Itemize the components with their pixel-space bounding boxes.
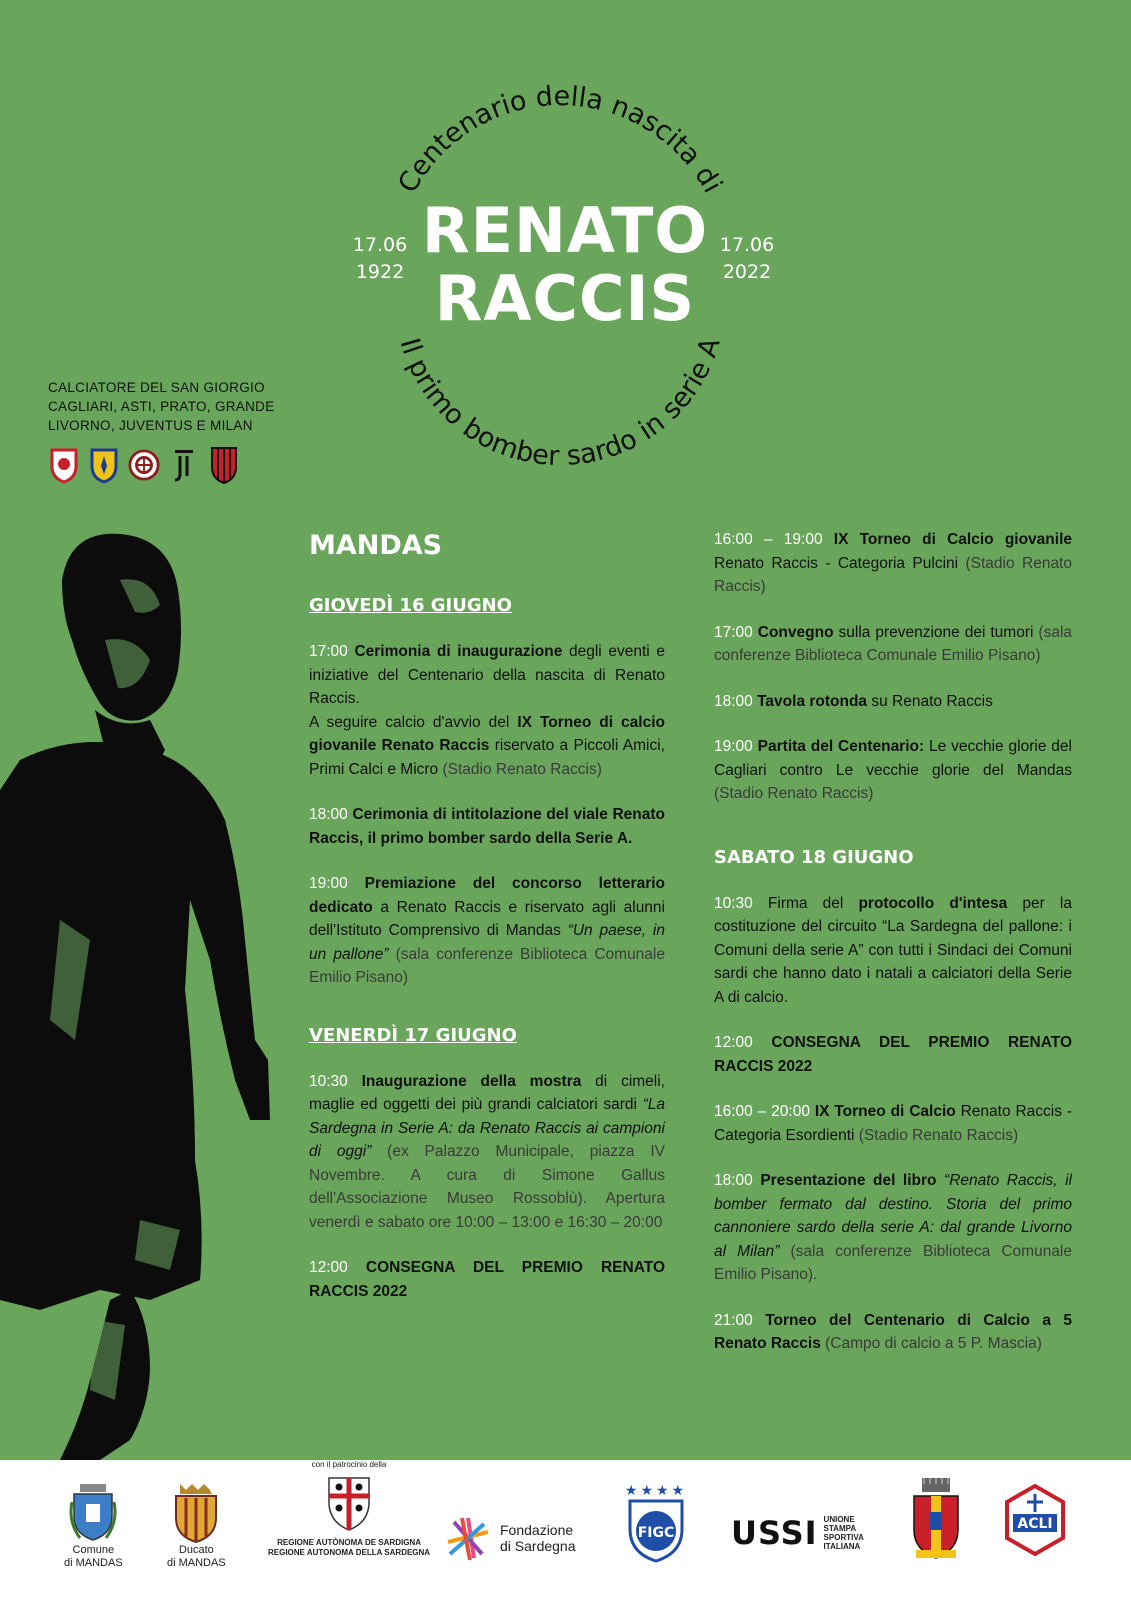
event-time: 19:00 [309, 875, 348, 892]
event-time: 19:00 [714, 738, 753, 755]
logo-caption: Ducato [178, 1544, 214, 1556]
event-title: CONSEGNA DEL PREMIO RENATO RACCIS 2022 [714, 1034, 1072, 1075]
birth-date [340, 232, 420, 286]
event-place: (Stadio Renato Raccis) [442, 760, 602, 778]
ussi-full-name [824, 1515, 864, 1551]
event-title: Presentazione del libro [760, 1172, 937, 1189]
birth-day: 17.06 [352, 234, 408, 256]
event-fri-1700 [714, 621, 1072, 668]
arc-top-text: Centenario della nascita di [392, 80, 728, 199]
logo-caption: Comune [72, 1544, 115, 1556]
player-silhouette [0, 520, 300, 1460]
sponsor-footer [0, 1460, 1131, 1600]
event-italic: “Un paese, in un pallone” [309, 922, 665, 963]
event-title: Tavola rotonda [757, 692, 868, 710]
event-sat-1030 [714, 892, 1072, 1010]
event-title: Torneo del Centenario di Calcio a 5 Renato Raccis [714, 1311, 1072, 1352]
event-sat-1200 [714, 1031, 1072, 1078]
logo-caption: ITALIANA [823, 1542, 861, 1551]
juventus-crest-icon [168, 445, 200, 485]
event-place: (sala conferenze Biblioteca Comunale Emilio Pisano) [309, 945, 665, 986]
event-time: 21:00 [714, 1311, 753, 1329]
event-title: protocollo d'intesa [858, 894, 1008, 912]
event-fri-1900 [714, 735, 1072, 806]
event-title: Convegno [757, 623, 834, 641]
event-time: 17:00 [714, 623, 753, 641]
club-crest-icon [910, 1476, 962, 1562]
event-text: Renato Raccis - Categoria Esordienti [714, 1103, 1072, 1144]
event-place: (Stadio Renato Raccis) [714, 785, 874, 802]
event-text: a Renato Raccis e riservato agli alunni dell'Istituto Comprensivo di Mandas [309, 898, 665, 939]
event-place: (sala conferenze Biblioteca Comunale Emilio Pisano) [714, 623, 1073, 664]
day-heading-friday: VENERDÌ 17 GIUGNO [309, 1024, 517, 1046]
event-title: IX Torneo di Calcio [814, 1103, 956, 1120]
cagliari-crest-icon [88, 445, 120, 485]
ducato-crest-icon [168, 1482, 224, 1544]
name-line-2: RACCIS [434, 262, 696, 335]
event-sat-1800 [714, 1169, 1072, 1287]
fondazione-text [500, 1522, 576, 1554]
event-place: (Stadio Renato Raccis) [714, 554, 1072, 595]
name-line-1: RENATO [421, 194, 709, 267]
acli-hexagon-icon [1003, 1484, 1067, 1556]
event-place: (sala conferenze Biblioteca Comunale Emilio Pisano). [714, 1242, 1072, 1283]
event-text: sulla prevenzione dei tumori [833, 623, 1039, 641]
ussi-wordmark: USSI [731, 1514, 818, 1552]
figc-logo [624, 1484, 688, 1565]
event-text: A seguire calcio d'avvio del [309, 713, 518, 731]
logo-caption: di Sardegna [500, 1538, 576, 1554]
event-time: 12:00 [714, 1034, 753, 1051]
event-time: 10:30 [309, 1072, 348, 1090]
event-title: CONSEGNA DEL PREMIO RENATO RACCIS 2022 [309, 1259, 665, 1300]
event-text: su Renato Raccis [867, 692, 993, 710]
logo-caption: UNIONE [823, 1515, 855, 1524]
event-text: riservato a Piccoli Amici, Primi Calci e Micro [309, 737, 665, 778]
event-place: (ex Palazzo Municipale, piazza IV Novembre. A cura di Simone Gallus dell'Associazione Museo Rossoblù). Apertura venerdì e sabato ore 10:00 – 13:00 e 16:30 – 20:00 [309, 1143, 665, 1231]
logo-caption: REGIONE AUTÒNOMA DE SARDIGNA [277, 1538, 421, 1547]
program-column-left [309, 528, 665, 1325]
event-title: Inaugurazione della mostra [361, 1072, 582, 1090]
centenary-year: 2022 [722, 261, 772, 283]
logo-caption: SPORTIVA [823, 1533, 864, 1542]
event-fri-1600 [714, 528, 1072, 599]
sports-club-logo [910, 1476, 962, 1562]
event-text: di cimeli, maglie ed oggetti dei più grandi calciatori sardi [309, 1072, 665, 1113]
event-title: IX Torneo di calcio giovanile Renato Raccis [309, 713, 665, 754]
event-thu-1800 [309, 803, 665, 850]
arc-bottom-text: Il primo bomber sardo in serie A [393, 334, 727, 473]
birth-year: 1922 [355, 261, 405, 283]
figc-text: FIGC [637, 1525, 675, 1541]
acli-text: ACLI [1017, 1516, 1053, 1532]
patrocinio-label: con il patrocinio della [311, 1460, 387, 1469]
figc-stars-icon: ★★★★ [624, 1482, 688, 1498]
logo-caption: STAMPA [823, 1524, 857, 1533]
event-text: per la costituzione del circuito “La Sardegna del pallone: i Comuni della serie A” con tutti i Sindaci dei Comuni sardi che hanno dato i natali a calciatori della Serie A di calcio. [714, 894, 1072, 1006]
career-text [48, 378, 278, 435]
event-thu-1700 [309, 640, 665, 781]
milan-crest-icon [208, 445, 240, 485]
logo-caption: di MANDAS [167, 1557, 226, 1569]
event-title: Partita del Centenario: [757, 738, 925, 755]
event-place: (Stadio Renato Raccis) [858, 1126, 1019, 1144]
event-italic: “Renato Raccis, il bomber fermato dal destino. Storia del primo cannoniere sardo della serie A: dal grande Livorno al Milan” [714, 1172, 1072, 1260]
event-thu-1900 [309, 872, 665, 990]
event-time: 18:00 [714, 1172, 753, 1189]
comune-crest-icon [66, 1482, 120, 1544]
career-line: LIVORNO, JUVENTUS E MILAN [48, 418, 253, 433]
club-crests [48, 445, 240, 485]
san-giorgio-crest-icon [48, 445, 80, 485]
day-heading-saturday: SABATO 18 GIUGNO [714, 846, 914, 868]
logo-caption: Fondazione [500, 1522, 574, 1538]
event-sat-2100 [714, 1309, 1072, 1356]
event-italic: “La Sardegna in Serie A: da Renato Raccis ai campioni di oggi” [309, 1096, 665, 1160]
event-fri-1030 [309, 1070, 665, 1235]
centenary-day: 17.06 [719, 234, 775, 256]
centenary-date [707, 232, 787, 286]
event-time: 12:00 [309, 1259, 348, 1276]
program-column-right [714, 528, 1072, 1378]
event-place: (Campo di calcio a 5 P. Mascia) [820, 1335, 1042, 1352]
event-fri-1800 [714, 690, 1072, 714]
event-text: degli eventi e iniziative del Centenario della nascita di Renato Raccis. [309, 643, 666, 707]
fondazione-star-icon [444, 1514, 492, 1562]
career-line: CAGLIARI, ASTI, PRATO, GRANDE [48, 399, 275, 414]
event-title: Cerimonia di inaugurazione [354, 643, 563, 660]
day-heading-thursday: GIOVEDÌ 16 GIUGNO [309, 595, 512, 616]
fondazione-sardegna-logo [444, 1514, 576, 1562]
event-time: 16:00 – 20:00 [714, 1103, 810, 1120]
event-time: 17:00 [309, 643, 348, 660]
regione-crest-icon [324, 1474, 374, 1532]
event-time: 10:30 [714, 894, 753, 912]
logo-caption: di MANDAS [64, 1557, 123, 1569]
acli-logo [1003, 1484, 1067, 1556]
event-time: 16:00 – 19:00 [714, 531, 823, 548]
event-text: Le vecchie glorie del Cagliari contro Le vecchie glorie del Mandas [714, 738, 1072, 779]
event-title: Cerimonia di intitolazione del viale Renato Raccis, il primo bomber sardo della Serie A. [309, 806, 665, 847]
figc-shield-icon [624, 1497, 688, 1565]
event-text: Firma del [752, 894, 859, 912]
career-line: CALCIATORE DEL SAN GIORGIO [48, 380, 265, 395]
event-title: IX Torneo di Calcio giovanile [833, 531, 1073, 548]
logo-caption: REGIONE AUTONOMA DELLA SARDEGNA [268, 1548, 431, 1557]
asti-crest-icon [128, 445, 160, 485]
ussi-logo [731, 1515, 864, 1551]
event-fri-1200 [309, 1256, 665, 1303]
event-text: Renato Raccis - Categoria Pulcini [714, 554, 966, 572]
event-time: 18:00 [309, 806, 348, 823]
ducato-mandas-logo [167, 1482, 226, 1570]
event-title: Premiazione del concorso letterario dedicato [309, 875, 665, 916]
regione-sardegna-logo [268, 1460, 430, 1558]
event-sat-1600 [714, 1100, 1072, 1147]
comune-mandas-logo [64, 1482, 123, 1570]
city-heading: MANDAS [309, 530, 443, 561]
event-time: 18:00 [714, 692, 753, 710]
